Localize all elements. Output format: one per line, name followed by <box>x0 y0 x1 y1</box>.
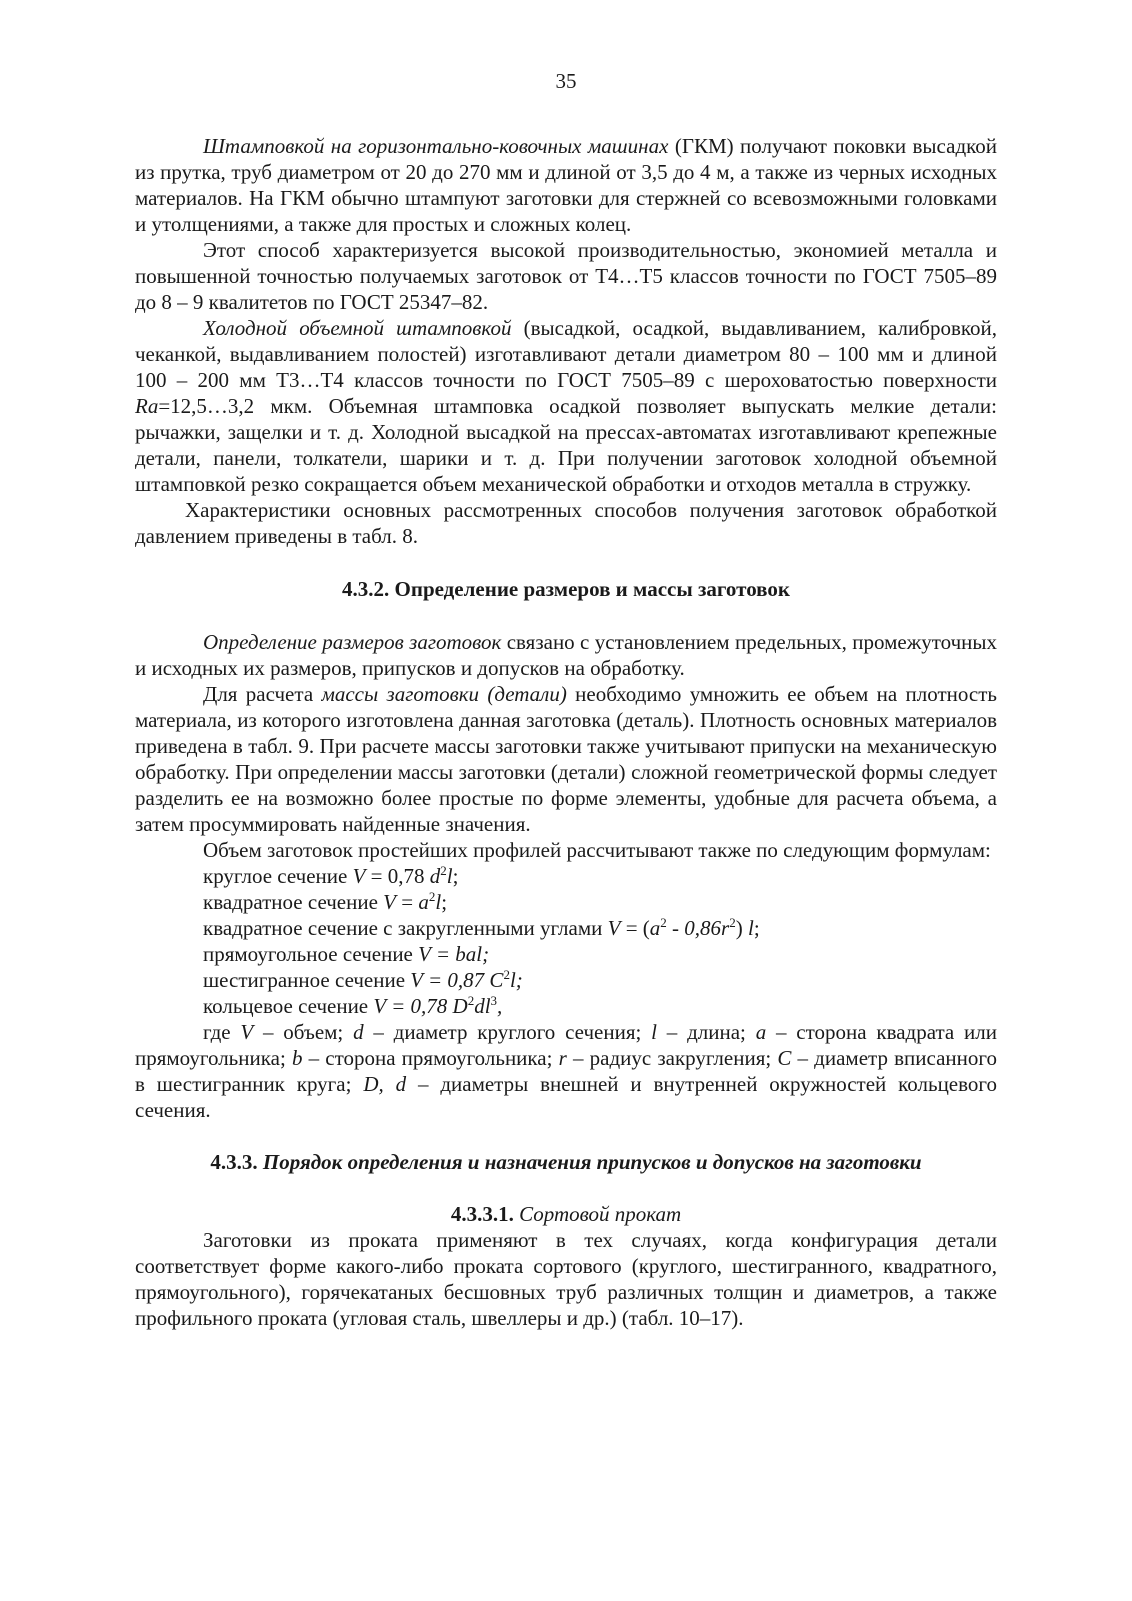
formula-symbol: V <box>383 890 396 914</box>
legend-symbol: a <box>755 1020 767 1044</box>
paragraph-formulas-intro: Объем заготовок простейших профилей рассчитывают также по следующим формулам: <box>203 838 991 862</box>
heading-number: 4.3.3. <box>210 1150 263 1174</box>
paragraph-table-reference: Характеристики основных рассмотренных способов получения заготовок обработкой давлением приведены в табл. 8. <box>135 498 997 548</box>
term-size-determination: Определение размеров заготовок <box>203 630 502 654</box>
formula-symbol: d <box>429 864 441 888</box>
formula-symbol: l <box>747 916 754 940</box>
formula-label: квадратное сечение <box>203 890 384 914</box>
formula-expression: V = 0,78 D <box>373 994 468 1018</box>
formula-text: ) <box>735 916 748 940</box>
heading-title: Порядок определения и назначения припусков и допусков на заготовки <box>262 1150 922 1174</box>
paragraph-text: (ГКМ) получают поковки высадкой из прутка, труб диаметром от 20 до 270 мм и длиной от 3,5 до 4 м, а также из черных исходных материалов. На ГКМ обычно штампуют заготовки для стержней со всевозможными головками и утолщениями, а также для простых и сложных колец. <box>135 134 997 236</box>
formula-rect-section <box>135 941 997 967</box>
legend-text: – сторона прямоугольника; <box>302 1046 559 1070</box>
section-heading-4-3-2: 4.3.2. Определение размеров и массы заготовок <box>342 577 790 601</box>
legend-symbol: D, d <box>363 1072 407 1096</box>
legend-symbol: d <box>353 1020 364 1044</box>
formula-exponent: 2 <box>660 915 667 930</box>
symbol-ra: Ra <box>135 394 159 418</box>
paragraph-text: =12,5…3,2 мкм. Объемная штамповка осадкой позволяет выпускать мелкие детали: рычажки, защелки и т. д. Холодной высадкой на прессах-автоматах изготавливают крепежные детали, панели, толкатели, шарики и т. д. При получении заготовок холодной объемной штамповкой резко сокращается объем механической обработки и отходов металла в стружку. <box>135 394 997 496</box>
section-heading-4-3-3 <box>135 1149 997 1175</box>
formula-expression: V = 0,87 C <box>410 968 504 992</box>
term-mass: массы заготовки (детали) <box>321 682 567 706</box>
formula-text: ; <box>452 864 459 888</box>
formula-square-section <box>135 889 997 915</box>
formula-label: квадратное сечение с закругленными углами <box>203 916 608 940</box>
legend-text: где <box>203 1020 241 1044</box>
legend-text: – сторона квадрата или прямоугольника; <box>135 1020 998 1070</box>
legend-text: – диаметр вписанного в шестигранник круга; <box>135 1046 997 1096</box>
paragraph-rolled-stock: Заготовки из проката применяют в тех случаях, когда конфигурация детали соответствует форме какого-либо проката сортового (круглого, шестигранного, квадратного, прямоугольного), горячекатаных бесшовных труб различных толщин и диаметров, а также профильного проката (угловая сталь, швеллеры и др.) (табл. 10–17). <box>135 1228 997 1330</box>
legend-symbol: l <box>651 1020 657 1044</box>
legend-symbol: r <box>558 1046 567 1070</box>
paragraph-text: (высадкой, осадкой, выдавливанием, калибровкой, чеканкой, выдавливанием полостей) изготавливают детали диаметром 80 – 100 мм и длиной 100 – 200 мм Т3…Т4 классов точности по ГОСТ 7505–89 с шероховатостью поверхности <box>135 316 997 392</box>
term-cold-stamping: Холодной объемной штамповкой <box>203 316 512 340</box>
formula-ring-section <box>135 993 997 1019</box>
paragraph-where-legend <box>135 1019 997 1123</box>
legend-text: – объем; <box>253 1020 354 1044</box>
formula-symbol: V <box>607 916 621 940</box>
heading-number: 4.3.3.1. <box>450 1202 520 1226</box>
legend-text: – диаметры внешней и внутренней окружностей кольцевого сечения. <box>135 1072 997 1122</box>
formula-rounded-square-section <box>135 915 997 941</box>
paragraph-text: Для расчета <box>203 682 322 706</box>
formula-exponent: 2 <box>503 967 510 982</box>
formula-text: = <box>396 890 419 914</box>
paragraph-size-determination <box>135 629 997 681</box>
heading-title: Сортовой прокат <box>519 1202 682 1226</box>
legend-symbol: V <box>240 1020 254 1044</box>
formula-exponent: 2 <box>467 993 475 1008</box>
paragraph-text: необходимо умножить ее объем на плотность материала, из которого изготовлена данная заготовка (деталь). Плотность основных материалов приведена в табл. 9. При расчете массы заготовки также учитывают припуски на механическую обработку. При определении массы заготовки (детали) сложной геометрической формы следует разделить ее на возможно более простые по форме элементы, удобные для расчета объема, а затем просуммировать найденные значения. <box>135 682 997 836</box>
formula-text: , <box>497 994 503 1018</box>
formula-label: круглое сечение <box>203 864 353 888</box>
formula-hex-section <box>135 967 997 993</box>
paragraph-cold-stamping <box>135 315 997 497</box>
formula-exponent: 3 <box>490 993 498 1008</box>
term-gkm: Штамповкой на горизонтально-ковочных машинах <box>203 134 669 158</box>
formula-label: кольцевое сечение <box>203 994 374 1018</box>
paragraph-gkm <box>135 133 997 237</box>
formula-expression: V = bal; <box>418 942 490 966</box>
formula-text: ; <box>753 916 760 940</box>
legend-text: – диаметр круглого сечения; <box>363 1020 652 1044</box>
formula-symbol: V <box>352 864 366 888</box>
formula-exponent: 2 <box>729 915 736 930</box>
page-number: 35 <box>555 69 577 93</box>
formula-text: = 0,78 <box>365 864 430 888</box>
page-content <box>135 133 997 1331</box>
formula-symbol: a <box>649 916 661 940</box>
legend-symbol: b <box>291 1046 303 1070</box>
formula-expression: dl <box>474 994 491 1018</box>
legend-text: – радиус закругления; <box>566 1046 778 1070</box>
paragraph-text: связано с установлением предельных, промежуточных и исходных их размеров, припусков и допусков на обработку. <box>135 630 997 680</box>
formula-round-section <box>135 863 997 889</box>
paragraph-method-characteristics: Этот способ характеризуется высокой производительностью, экономией металла и повышенной точностью получаемых заготовок от Т4…Т5 классов точности по ГОСТ 7505–89 до 8 – 9 квалитетов по ГОСТ 25347–82. <box>135 238 997 314</box>
paragraph-mass-calculation <box>135 681 997 837</box>
formula-symbol: l <box>446 864 453 888</box>
section-heading-4-3-3-1 <box>135 1201 997 1227</box>
formula-expression: l; <box>509 968 523 992</box>
formula-text: = ( <box>620 916 650 940</box>
legend-text: – длина; <box>656 1020 756 1044</box>
formula-symbol: l <box>435 890 442 914</box>
formula-text: - 0,86 <box>666 916 722 940</box>
legend-symbol: C <box>777 1046 792 1070</box>
formula-exponent: 2 <box>440 863 447 878</box>
formula-label: прямоугольное сечение <box>203 942 419 966</box>
formula-symbol: r <box>721 916 730 940</box>
formula-text: ; <box>441 890 448 914</box>
formula-exponent: 2 <box>428 889 436 904</box>
formula-symbol: a <box>418 890 429 914</box>
formula-label: шестигранное сечение <box>203 968 411 992</box>
